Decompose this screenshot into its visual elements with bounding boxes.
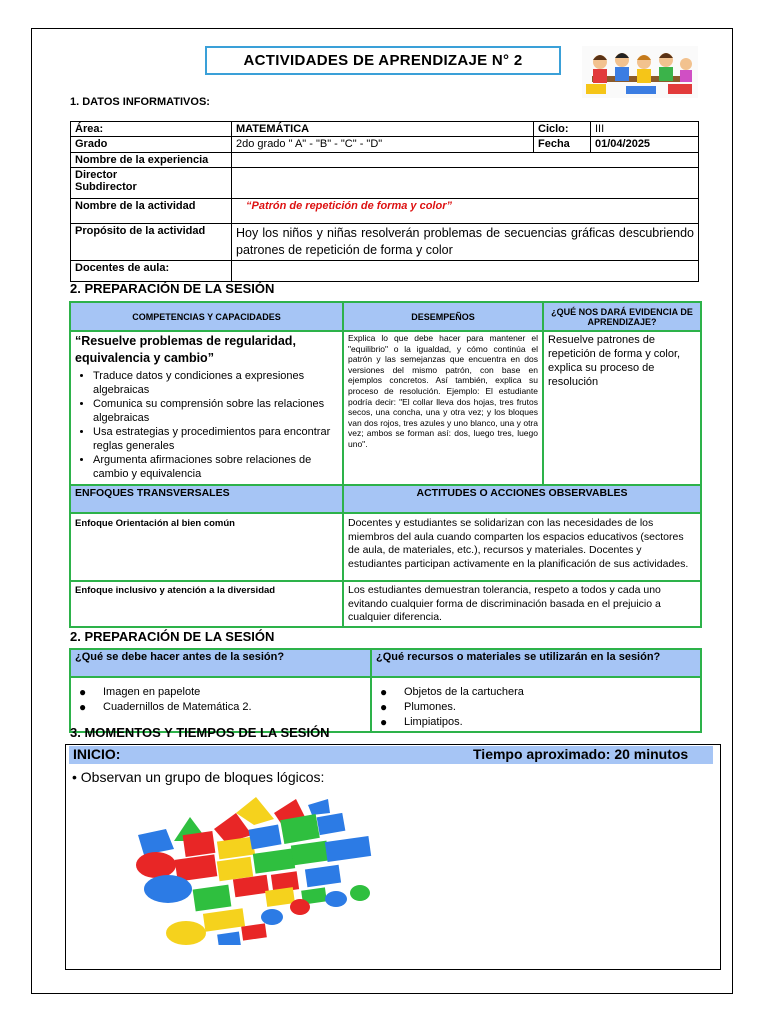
- enfoque-inclusivo: Enfoque inclusivo y atención a la diversidad: [70, 581, 343, 627]
- capacidad-item: • Comunica su comprensión sobre las relaciones algebraicas: [93, 397, 338, 425]
- recursos-header: ¿Qué recursos o materiales se utilizarán en la sesión?: [371, 649, 701, 677]
- grado-label: Grado: [71, 137, 232, 153]
- director-value: [232, 168, 699, 199]
- section-datos: 1. DATOS INFORMATIVOS:: [70, 96, 210, 108]
- capacidades-list: [75, 369, 338, 481]
- bullet-icon: ●: [79, 700, 87, 714]
- evidencia-text: Resuelve patrones de repetición de forma y color, explica su proceso de resolución: [543, 331, 701, 485]
- grado-value: 2do grado " A" - "B" - "C" - "D": [232, 137, 534, 153]
- bullet-icon: ●: [79, 685, 87, 699]
- enfoque-bien-comun-text: Docentes y estudiantes se solidarizan con las necesidades de los miembros del aula cuando comparten los espacios educativos (sectores de aula, de materiales, etc.), recursos y materiales. Docentes y estudiantes participan activamente en la planificación de sus actividades.: [343, 513, 701, 581]
- recursos-cell: [371, 677, 701, 732]
- inicio-box: [65, 744, 721, 970]
- desempenos-header: DESEMPEÑOS: [343, 302, 543, 331]
- fecha-label: Fecha: [534, 137, 591, 153]
- bullet-icon: ●: [380, 715, 388, 729]
- section-preparacion-1: 2. PREPARACIÓN DE LA SESIÓN: [70, 281, 275, 296]
- actitudes-header: ACTITUDES O ACCIONES OBSERVABLES: [343, 485, 701, 513]
- inicio-item: • Observan un grupo de bloques lógicos:: [72, 769, 325, 785]
- capacidad-item: • Traduce datos y condiciones a expresiones algebraicas: [93, 369, 338, 397]
- desempeno-text: Explica lo que debe hacer para mantener el "equilibrio" o la igualdad, y cómo continúa el patrón y las semejanzas que encuentra en dos versiones del mismo patrón, con base en ejemplos concretos. Así también, explica su proceso de resolución. Ejemplo: El estudiante podría decir: "El collar lleva dos hojas, tres frutos secos, una concha, una y otra vez; y los bloques van dos rojos, tres azules y uno blanco, una y otra vez; ambos se forman así: dos, luego tres, luego uno".: [343, 331, 543, 485]
- enfoque-bien-comun: Enfoque Orientación al bien común: [70, 513, 343, 581]
- bullet-icon: ●: [380, 685, 388, 699]
- list-item: ● Objetos de la cartuchera: [380, 685, 524, 699]
- inicio-tiempo: Tiempo aproximado: 20 minutos: [473, 746, 689, 762]
- experiencia-label: Nombre de la experiencia: [71, 153, 232, 168]
- ciclo-value: III: [591, 122, 699, 137]
- section-momentos: 3. MOMENTOS Y TIEMPOS DE LA SESIÓN: [70, 725, 330, 740]
- docentes-value: [232, 261, 699, 282]
- list-item: ● Limpiatipos.: [380, 715, 463, 729]
- actividad-value: “Patrón de repetición de forma y color”: [232, 199, 699, 224]
- director-label: Director: [75, 169, 118, 181]
- director-cell: [71, 168, 232, 199]
- antes-cell: [70, 677, 371, 732]
- experiencia-value: [232, 153, 699, 168]
- antes-header: ¿Qué se debe hacer antes de la sesión?: [70, 649, 371, 677]
- docentes-label: Docentes de aula:: [71, 261, 232, 282]
- proposito-value: Hoy los niños y niñas resolverán problemas de secuencias gráficas descubriendo patrones de repetición de forma y color: [232, 224, 699, 261]
- proposito-label: Propósito de la actividad: [71, 224, 232, 261]
- list-item: ● Imagen en papelote: [79, 685, 201, 699]
- competencia-title: “Resuelve problemas de regularidad, equivalencia y cambio”: [75, 334, 296, 365]
- comp-header: COMPETENCIAS Y CAPACIDADES: [70, 302, 343, 331]
- subdirector-label: Subdirector: [75, 181, 137, 193]
- area-label: Área:: [71, 122, 232, 137]
- section-preparacion-2: 2. PREPARACIÓN DE LA SESIÓN: [70, 629, 275, 644]
- area-value: MATEMÁTICA: [232, 122, 534, 137]
- capacidad-item: • Argumenta afirmaciones sobre relaciones de cambio y equivalencia: [93, 453, 338, 481]
- inicio-bar: [69, 746, 713, 764]
- inicio-label: INICIO:: [73, 746, 121, 762]
- preparacion-table: [69, 648, 702, 733]
- children-illustration: [582, 46, 698, 98]
- competencias-table: [69, 301, 702, 628]
- actividad-label: Nombre de la actividad: [71, 199, 232, 224]
- recursos-list: [380, 685, 696, 730]
- capacidad-item: • Usa estrategias y procedimientos para encontrar reglas generales: [93, 425, 338, 453]
- enfoques-header: ENFOQUES TRANSVERSALES: [70, 485, 343, 513]
- competencia-cell: [70, 331, 343, 485]
- enfoque-inclusivo-text: Los estudiantes demuestran tolerancia, respeto a todos y cada uno evitando cualquier forma de discriminación basada en el prejuicio a cualquier diferencia.: [343, 581, 701, 627]
- info-table: [70, 121, 699, 282]
- evidencia-header: ¿QUÉ NOS DARÁ EVIDENCIA DE APRENDIZAJE?: [543, 302, 701, 331]
- antes-list: [79, 685, 366, 715]
- ciclo-label: Ciclo:: [534, 122, 591, 137]
- list-item: ● Plumones.: [380, 700, 456, 714]
- fecha-value: 01/04/2025: [591, 137, 699, 153]
- logic-blocks-image: [122, 793, 382, 945]
- bullet-icon: ●: [380, 700, 388, 714]
- page-title: ACTIVIDADES DE APRENDIZAJE N° 2: [205, 46, 561, 75]
- list-item: ● Cuadernillos de Matemática 2.: [79, 700, 252, 714]
